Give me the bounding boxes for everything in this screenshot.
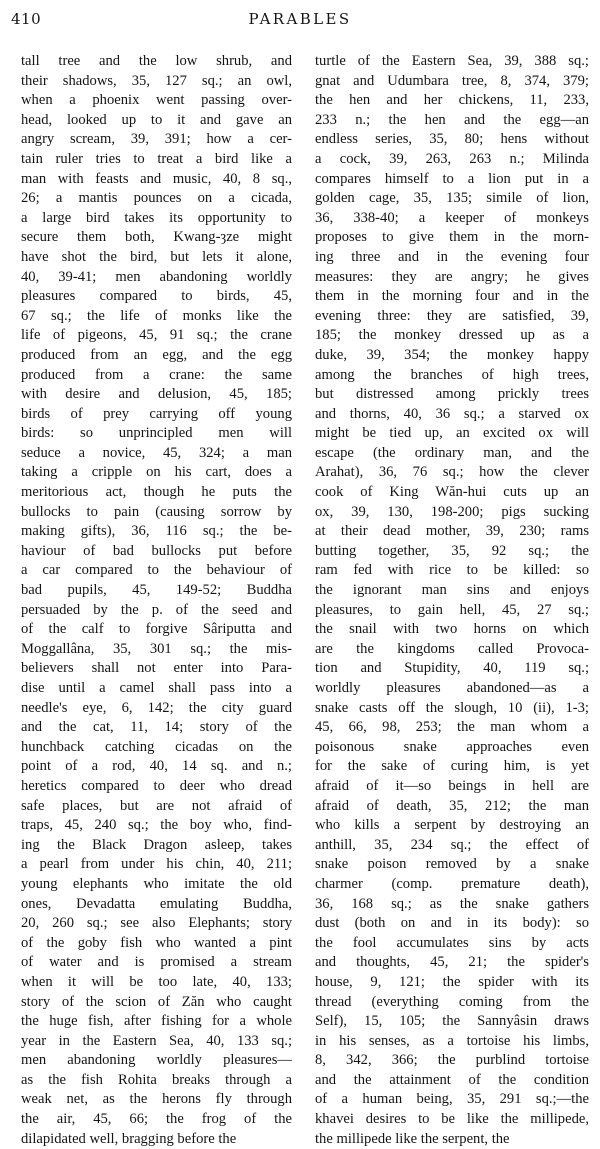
index-line: compares himself to a lion put in a (315, 170, 589, 187)
index-line: safe places, but are not afraid of (21, 797, 292, 814)
index-line: thread (everything coming from the (315, 993, 589, 1010)
index-line: taking a cripple on his cart, does a (21, 464, 292, 481)
index-line: life of pigeons, 45, 91 sq.; the crane (21, 327, 292, 344)
index-line: 26; a mantis pounces on a cicada, (21, 190, 292, 207)
index-line: a pearl from under his chin, 40, 211; (21, 856, 292, 873)
index-line: men abandoning worldly pleasures— (21, 1052, 292, 1069)
index-line: haviour of bad bullocks put before (21, 542, 292, 559)
index-line: ones, Devadatta emulating Buddha, (21, 895, 292, 912)
index-line: 185; the monkey dressed up as a (315, 327, 589, 344)
index-line: bad pupils, 45, 149-52; Buddha (21, 582, 292, 599)
page-number: 410 (11, 10, 42, 28)
index-line: of water and is promised a stream (21, 954, 292, 971)
index-line: pleasures, to gain hell, 45, 27 sq.; (315, 601, 589, 618)
index-line: Arahat), 36, 76 sq.; how the clever (315, 464, 589, 481)
index-line: a cock, 39, 263, 263 n.; Milinda (315, 150, 589, 167)
index-line: measures: they are angry; he gives (315, 268, 589, 285)
left-column (21, 52, 292, 1149)
index-line: the snail with two horns on which (315, 621, 589, 638)
index-line: duke, 39, 354; the monkey happy (315, 346, 589, 363)
index-line: dise until a camel shall pass into a (21, 680, 292, 696)
index-line: dust (both on and in its body): so (315, 915, 589, 932)
index-line: for the sake of curing him, is yet (315, 758, 589, 775)
index-line: snake casts off the slough, 10 (ii), 1-3; (315, 699, 589, 716)
index-line: the ignorant man sins and enjoys (315, 582, 589, 599)
index-line: hunchback catching cicadas on the (21, 738, 292, 755)
index-line: proposes to give them in the morn- (315, 229, 589, 246)
index-line: head, looked up to it and gave an (21, 111, 292, 128)
index-line: turtle of the Eastern Sea, 39, 388 sq.; (315, 53, 589, 69)
index-line: a large bird takes its opportunity to (21, 209, 292, 226)
index-line: charmer (comp. premature death), (315, 875, 589, 892)
index-line: house, 9, 121; the spider with its (315, 973, 589, 990)
index-line: making gifts), 36, 116 sq.; the be- (21, 523, 292, 540)
index-line: are the kingdoms called Provoca- (315, 640, 589, 657)
index-line: when it will be too late, 40, 133; (21, 973, 292, 990)
index-line: and thorns, 40, 36 sq.; a starved ox (315, 405, 589, 422)
index-line: angry scream, 39, 391; how a cer- (21, 131, 292, 148)
index-line: have shot the bird, but lets it alone, (21, 248, 292, 265)
index-line: afraid of it—so beings in hell are (315, 777, 589, 794)
index-line: worldly pleasures abandoned—as a (315, 680, 589, 696)
index-line: the fool accumulates sins by acts (315, 934, 589, 951)
index-line: ram fed with rice to be killed: so (315, 562, 589, 579)
index-line: 20, 260 sq.; see also Elephants; story (21, 915, 292, 932)
index-line: and the attainment of the condition (315, 1071, 589, 1088)
index-line: Self), 15, 105; the Sannyâsin draws (315, 1013, 589, 1030)
index-line: produced from a crane: the same (21, 366, 292, 383)
right-column (315, 52, 589, 1149)
index-line: story of the scion of Zăn who caught (21, 993, 292, 1010)
index-line: the millipede like the serpent, the (315, 1130, 510, 1147)
index-line: tion and Stupidity, 40, 119 sq.; (315, 660, 589, 677)
index-line: dilapidated well, bragging before the (21, 1130, 237, 1147)
index-line: birds: so unprincipled men will (21, 425, 292, 442)
index-line: and the cat, 11, 14; story of the (21, 719, 292, 736)
index-line: meritorious act, though he puts the (21, 484, 292, 501)
index-line: persuaded by the p. of the seed and (21, 601, 292, 618)
index-line: in his senses, as a tortoise his limbs, (315, 1032, 589, 1049)
index-line: of a human being, 35, 291 sq.;—the (315, 1091, 589, 1108)
index-line: man with feasts and music, 40, 8 sq., (21, 170, 292, 187)
index-line: their shadows, 35, 127 sq.; an owl, (21, 72, 292, 89)
index-line: secure them both, Kwang-ȝze might (21, 229, 292, 246)
index-line: the hen and her chickens, 11, 233, (315, 92, 589, 109)
running-title: PARABLES (248, 10, 352, 28)
index-line: seduce a novice, 45, 324; a man (21, 444, 292, 461)
index-line: the huge fish, after fishing for a whole (21, 1013, 292, 1030)
index-line: year in the Eastern Sea, 40, 133 sq.; (21, 1032, 292, 1049)
index-line: cook of King Wăn-hui cuts up an (315, 484, 589, 501)
running-head (0, 10, 600, 32)
index-line: when a phoenix went passing over- (21, 92, 292, 109)
index-line: 36, 168 sq.; as the snake gathers (315, 895, 589, 912)
index-line: birds of prey carrying off young (21, 405, 292, 422)
index-line: 45, 66, 98, 253; the man whom a (315, 719, 589, 736)
index-line: heretics compared to deer who dread (21, 777, 292, 794)
index-line: evening three: they are satisfied, 39, (315, 307, 589, 324)
index-line: ing three and in the evening four (315, 248, 589, 265)
index-line: Moggallâna, 35, 301 sq.; the mis- (21, 640, 292, 657)
index-line: them in the morning four and in the (315, 288, 589, 305)
index-line: produced from an egg, and the egg (21, 346, 292, 363)
index-line: snake poison removed by a snake (315, 856, 589, 873)
index-line: as the fish Rohita breaks through a (21, 1071, 292, 1088)
index-line: 233 n.; the hen and the egg—an (315, 111, 589, 128)
index-line: at their dead mother, 39, 230; rams (315, 523, 589, 540)
index-line: among the branches of high trees, (315, 366, 589, 383)
index-line: young elephants who imitate the old (21, 875, 292, 892)
index-line: 8, 342, 366; the purblind tortoise (315, 1052, 589, 1069)
index-line: bullocks to pain (causing sorrow by (21, 503, 292, 520)
index-line: of the calf to forgive Sâriputta and (21, 621, 292, 638)
index-line: and thoughts, 45, 21; the spider's (315, 954, 589, 971)
index-line: ing the Black Dragon asleep, takes (21, 836, 292, 853)
index-line: ox, 39, 130, 198-200; pigs sucking (315, 503, 589, 520)
index-line: tain ruler tries to treat a bird like a (21, 150, 292, 167)
index-line: but distressed among prickly trees (315, 386, 589, 403)
index-line: pleasures compared to birds, 45, (21, 288, 292, 305)
index-line: the air, 45, 66; the frog of the (21, 1111, 292, 1128)
index-line: 40, 39-41; men abandoning worldly (21, 268, 292, 285)
index-line: needle's eye, 6, 142; the city guard (21, 699, 292, 716)
index-line: believers shall not enter into Para- (21, 660, 292, 677)
index-line: escape (the ordinary man, and the (315, 444, 589, 461)
index-line: gnat and Udumbara tree, 8, 374, 379; (315, 72, 589, 89)
index-line: weak net, as the herons fly through (21, 1091, 292, 1108)
index-line: who kills a serpent by destroying an (315, 817, 589, 834)
index-line: golden cage, 35, 135; simile of lion, (315, 190, 589, 207)
index-line: tall tree and the low shrub, and (21, 53, 292, 69)
index-line: afraid of death, 35, 212; the man (315, 797, 589, 814)
index-line: endless series, 35, 80; hens without (315, 131, 589, 148)
index-line: butting together, 35, 92 sq.; the (315, 542, 589, 559)
index-line: a car compared to the behaviour of (21, 562, 292, 579)
index-line: 67 sq.; the life of monks like the (21, 307, 292, 324)
index-line: might be tied up, an excited ox will (315, 425, 589, 442)
index-line: khavei desires to be like the millipede, (315, 1111, 589, 1128)
index-line: point of a rod, 40, 14 sq. and n.; (21, 758, 292, 775)
index-line: poisonous snake approaches even (315, 738, 589, 755)
index-line: traps, 45, 240 sq.; the boy who, find- (21, 817, 292, 834)
index-line: 36, 338-40; a keeper of monkeys (315, 209, 589, 226)
index-line: of the goby fish who wanted a pint (21, 934, 292, 951)
index-line: with desire and delusion, 45, 185; (21, 386, 292, 403)
index-line: anthill, 35, 234 sq.; the effect of (315, 836, 589, 853)
